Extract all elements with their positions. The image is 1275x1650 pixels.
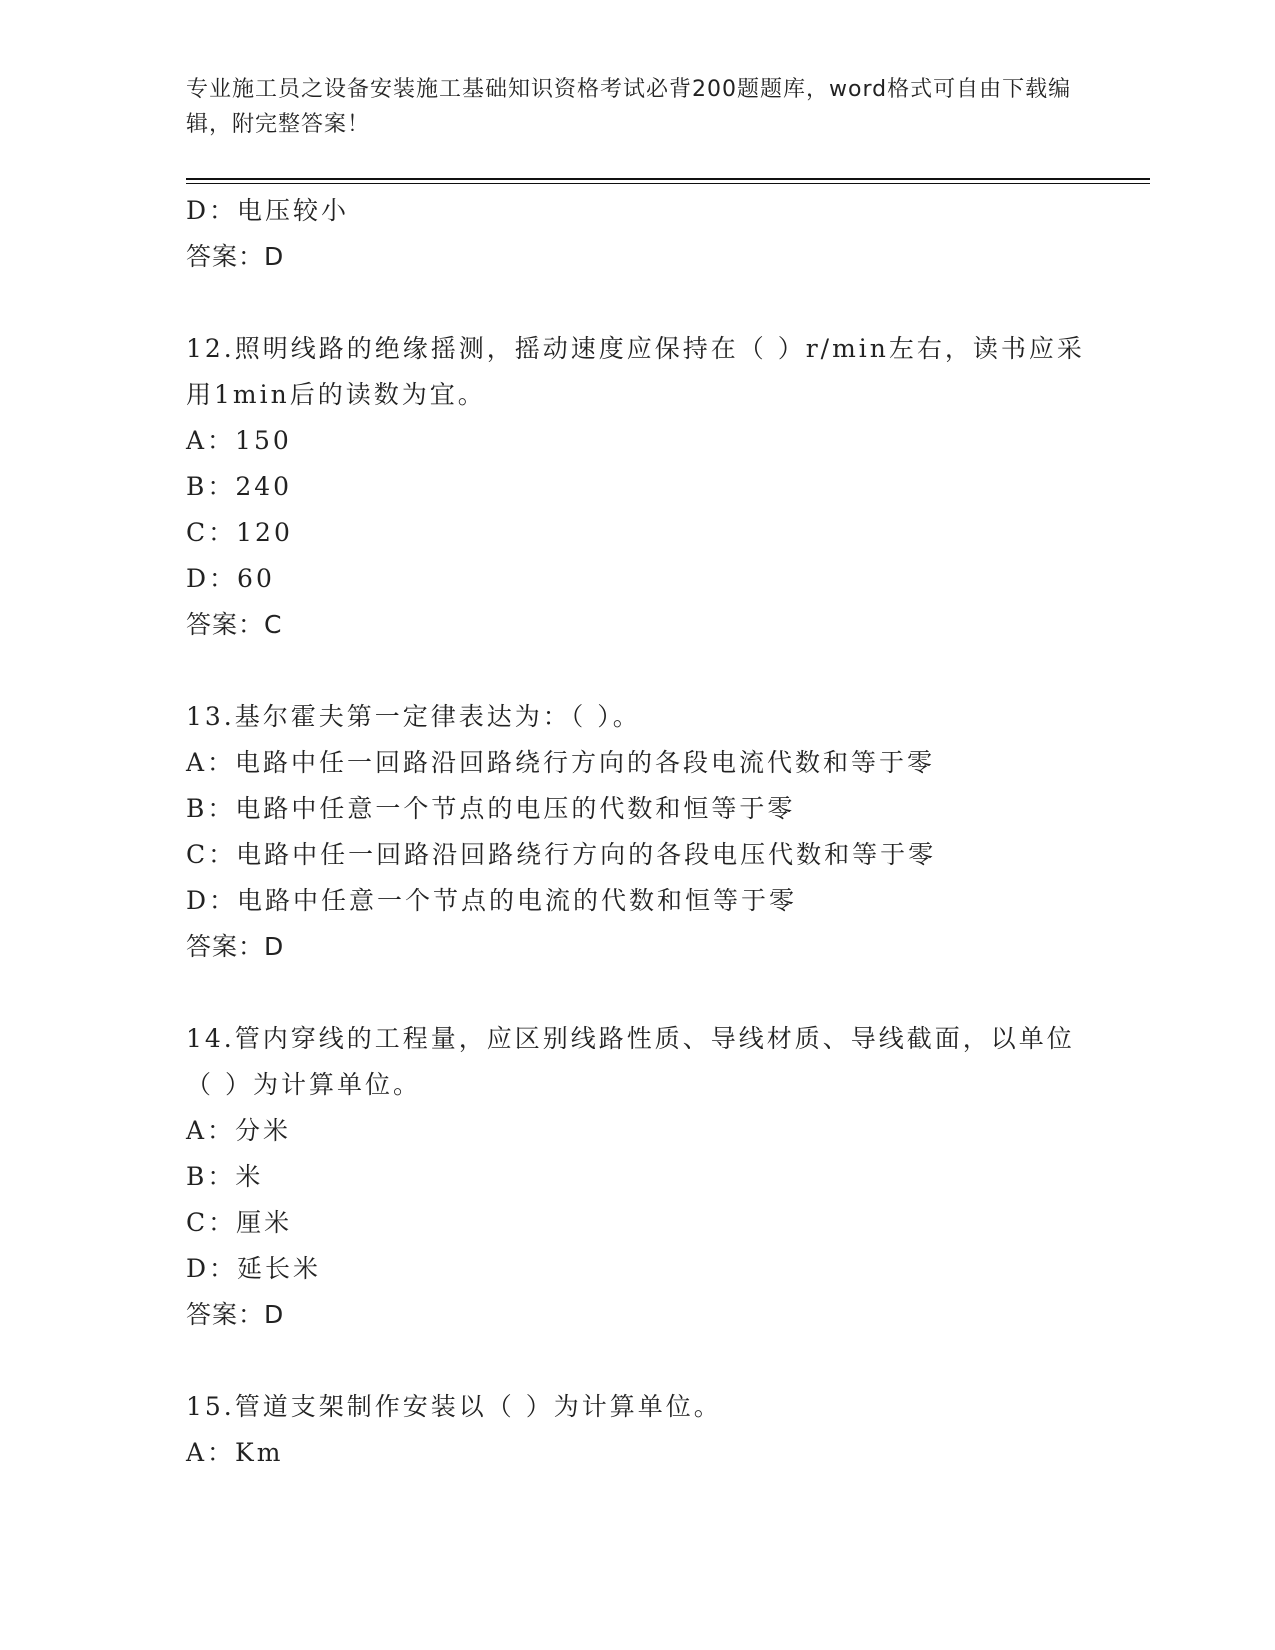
- question-13-option-b: B：电路中任意一个节点的电压的代数和恒等于零: [186, 794, 796, 823]
- question-13-text: 13.基尔霍夫第一定律表达为：（ ）。: [186, 702, 641, 731]
- question-12-option-b: B：240: [186, 472, 293, 501]
- page-header: 专业施工员之设备安装施工基础知识资格考试必背200题题库，word格式可自由下载编辑，附完整答案！: [186, 77, 1072, 137]
- question-15-text: 15.管道支架制作安装以（ ）为计算单位。: [186, 1392, 722, 1421]
- spacer: [186, 648, 1150, 694]
- question-14-option-a: A：分米: [186, 1116, 292, 1145]
- prev-question-option-d: D：电压较小: [186, 196, 350, 225]
- question-14-answer: 答案：D: [186, 1300, 285, 1329]
- question-12-text: 12.照明线路的绝缘摇测，摇动速度应保持在（ ）r/min左右，读书应采用1min后的读数为宜。: [186, 334, 1085, 409]
- question-12-option-a: A：150: [186, 426, 292, 455]
- header-divider: [186, 178, 1150, 184]
- question-14-text: 14.管内穿线的工程量，应区别线路性质、导线材质、导线截面，以单位（ ）为计算单位。: [186, 1024, 1075, 1099]
- question-12-answer: 答案：C: [186, 610, 283, 639]
- question-13-answer: 答案：D: [186, 932, 285, 961]
- spacer: [186, 280, 1150, 326]
- question-14-option-d: D：延长米: [186, 1254, 322, 1283]
- question-12-option-d: D：60: [186, 564, 275, 593]
- question-15-option-a: A：Km: [186, 1438, 284, 1467]
- spacer: [186, 970, 1150, 1016]
- question-14-option-c: C：厘米: [186, 1208, 293, 1237]
- spacer: [186, 1338, 1150, 1384]
- document-body: [186, 188, 1150, 1476]
- question-13-option-c: C：电路中任一回路沿回路绕行方向的各段电压代数和等于零: [186, 840, 937, 869]
- question-12-option-c: C：120: [186, 518, 293, 547]
- question-14-option-b: B：米: [186, 1162, 264, 1191]
- question-13-option-a: A：电路中任一回路沿回路绕行方向的各段电流代数和等于零: [186, 748, 936, 777]
- question-13-option-d: D：电路中任意一个节点的电流的代数和恒等于零: [186, 886, 798, 915]
- prev-question-answer: 答案：D: [186, 242, 285, 271]
